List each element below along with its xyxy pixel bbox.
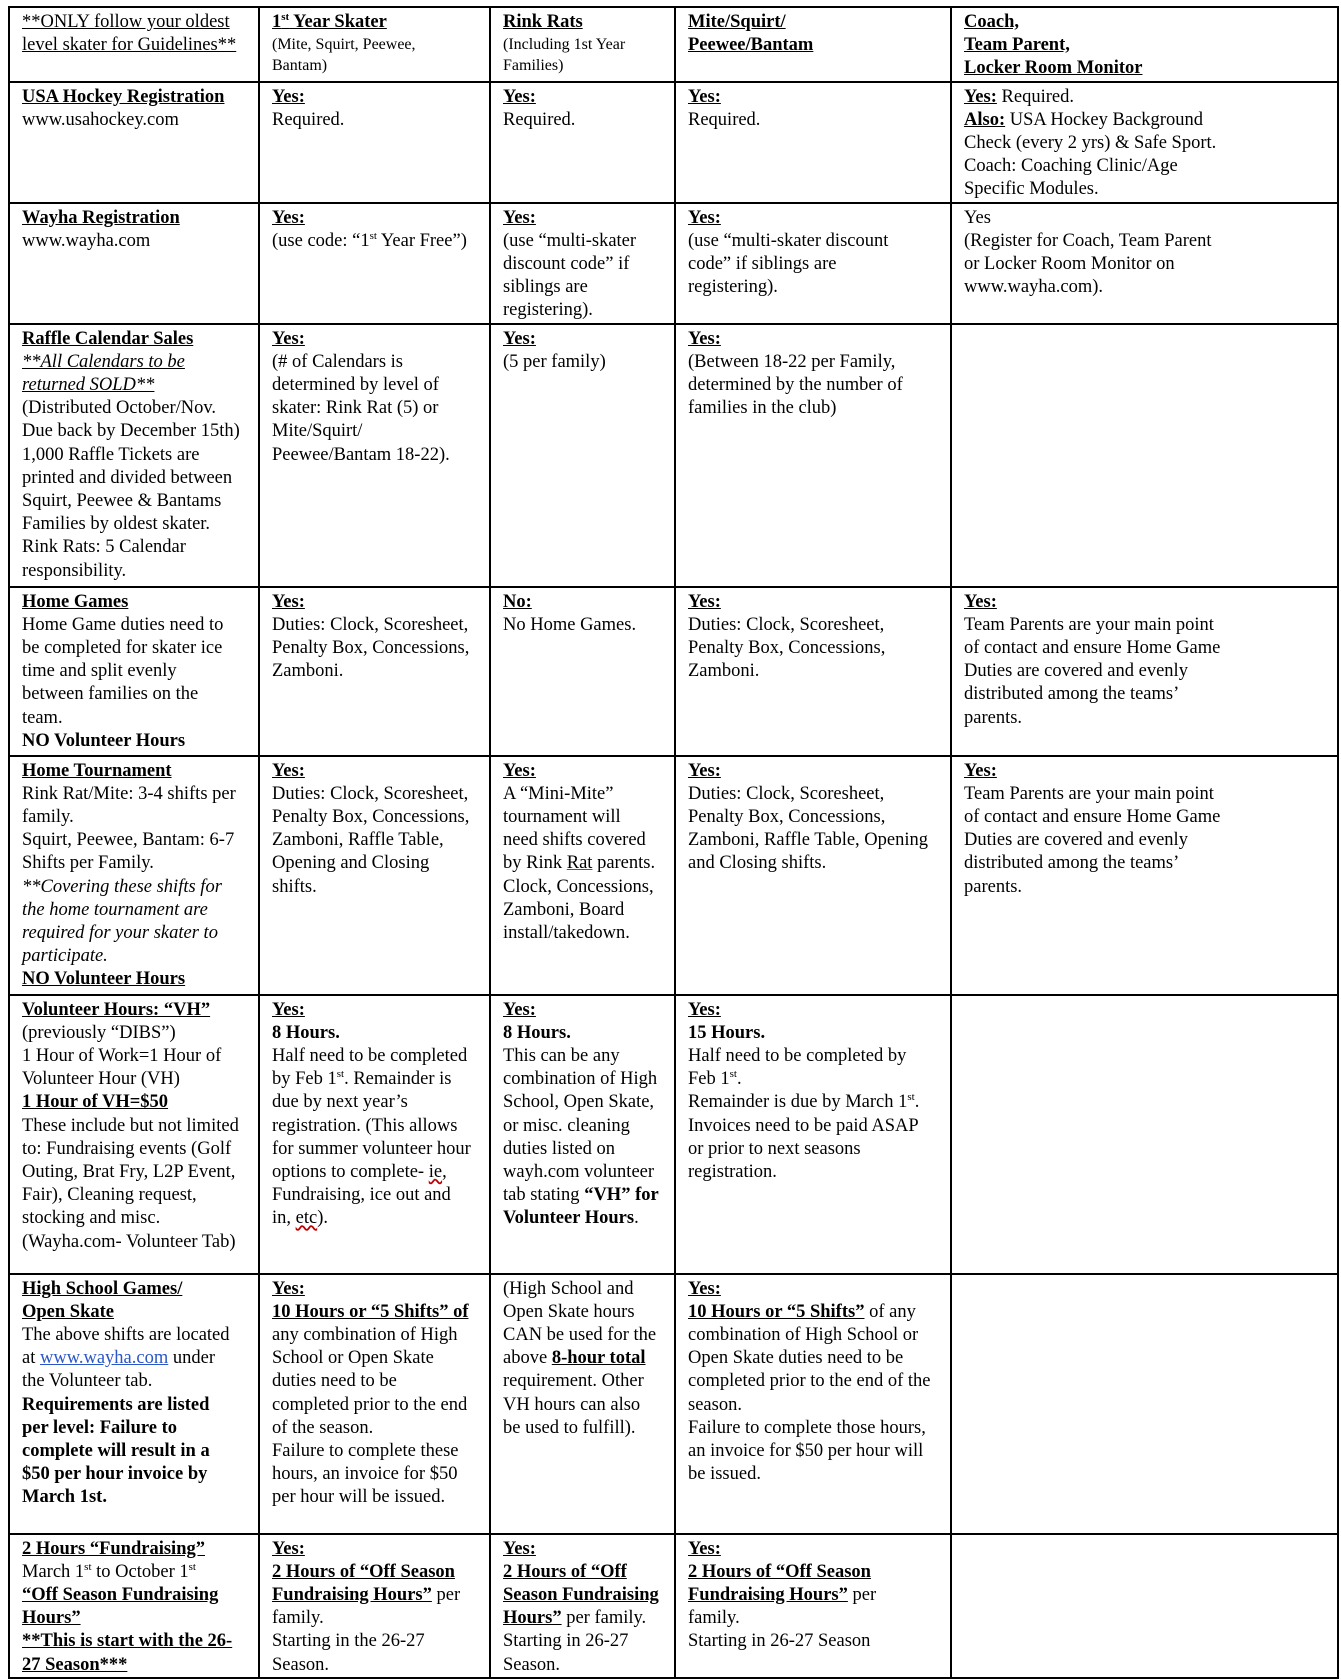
home-tournament-mite: Yes: Duties: Clock, Scoresheet, Penalty Box, Concessions, Zamboni, Raffle Table, Opening and Closing shifts.	[675, 756, 951, 995]
usa-hockey-rink-rats: Yes: Required.	[490, 82, 675, 203]
wayha-first-year: Yes: (use code: “1st Year Free”)	[259, 203, 490, 324]
high-school-first-year: Yes: 10 Hours or “5 Shifts” of any combination of High School or Open Skate duties need to be completed prior to the end of the season. Failure to complete these hours, an invoice for $50 per hour will be issued.	[259, 1274, 490, 1534]
header-coach: Coach, Team Parent, Locker Room Monitor	[951, 7, 1338, 82]
high-school-rink-rats: (High School and Open Skate hours CAN be used for the above 8-hour total requirement. Other VH hours can also be used to fulfill).	[490, 1274, 675, 1534]
row-home-games	[9, 587, 1338, 756]
home-games-rink-rats: No: No Home Games.	[490, 587, 675, 756]
high-school-coach	[951, 1274, 1338, 1534]
fundraising-label: 2 Hours “Fundraising” March 1st to October 1st “Off Season Fundraising Hours” **This is start with the 26- 27 Season***	[9, 1534, 259, 1678]
home-tournament-first-year: Yes: Duties: Clock, Scoresheet, Penalty Box, Concessions, Zamboni, Raffle Table, Opening and Closing shifts.	[259, 756, 490, 995]
wayha-mite: Yes: (use “multi-skater discount code” if siblings are registering).	[675, 203, 951, 324]
row-home-tournament	[9, 756, 1338, 995]
home-tournament-coach: Yes: Team Parents are your main point of contact and ensure Home Game Duties are covered and evenly distributed among the teams’ parents.	[951, 756, 1338, 995]
volunteer-hours-mite: Yes: 15 Hours. Half need to be completed by Feb 1st. Remainder is due by March 1st. Invoices need to be paid ASAP or prior to next seasons registration.	[675, 995, 951, 1274]
raffle-mite: Yes: (Between 18-22 per Family, determined by the number of families in the club)	[675, 324, 951, 587]
fundraising-rink-rats: Yes: 2 Hours of “Off Season Fundraising Hours” per family. Starting in 26-27 Season.	[490, 1534, 675, 1678]
volunteer-hours-rink-rats: Yes: 8 Hours. This can be any combination of High School, Open Skate, or misc. cleaning duties listed on wayh.com volunteer tab stating “VH” for Volunteer Hours.	[490, 995, 675, 1274]
row-raffle	[9, 324, 1338, 587]
home-tournament-rink-rats: Yes: A “Mini-Mite” tournament will need shifts covered by Rink Rat parents. Clock, Concessions, Zamboni, Board install/takedown.	[490, 756, 675, 995]
row-fundraising	[9, 1534, 1338, 1678]
usa-hockey-coach: Yes: Required. Also: USA Hockey Background Check (every 2 yrs) & Safe Sport. Coach: Coaching Clinic/Age Specific Modules.	[951, 82, 1338, 203]
raffle-label: Raffle Calendar Sales **All Calendars to be returned SOLD** (Distributed October/Nov. Due back by December 15th) 1,000 Raffle Tickets are printed and divided between Squirt, Peewee & Bantams Families by oldest skater. Rink Rats: 5 Calendar responsibility.	[9, 324, 259, 587]
fundraising-first-year: Yes: 2 Hours of “Off Season Fundraising Hours” per family. Starting in the 26-27 Season.	[259, 1534, 490, 1678]
usa-hockey-first-year: Yes: Required.	[259, 82, 490, 203]
row-usa-hockey	[9, 82, 1338, 203]
fundraising-mite: Yes: 2 Hours of “Off Season Fundraising Hours” per family. Starting in 26-27 Season	[675, 1534, 951, 1678]
raffle-rink-rats: Yes: (5 per family)	[490, 324, 675, 587]
home-games-label: Home Games Home Game duties need to be completed for skater ice time and split evenly between families on the team. NO Volunteer Hours	[9, 587, 259, 756]
row-wayha-registration	[9, 203, 1338, 324]
header-guidelines: **ONLY follow your oldest level skater for Guidelines**	[9, 7, 259, 82]
header-rink-rats: Rink Rats (Including 1st Year Families)	[490, 7, 675, 82]
wayha-label: Wayha Registration www.wayha.com	[9, 203, 259, 324]
wayha-link[interactable]: www.wayha.com	[39, 1348, 169, 1369]
fundraising-coach	[951, 1534, 1338, 1678]
volunteer-hours-coach	[951, 995, 1338, 1274]
home-games-mite: Yes: Duties: Clock, Scoresheet, Penalty Box, Concessions, Zamboni.	[675, 587, 951, 756]
header-row	[9, 7, 1338, 82]
raffle-coach	[951, 324, 1338, 587]
usa-hockey-label: USA Hockey Registration www.usahockey.com	[9, 82, 259, 203]
high-school-mite: Yes: 10 Hours or “5 Shifts” of any combination of High School or Open Skate duties need to be completed prior to the end of the season. Failure to complete those hours, an invoice for $50 per hour will be issued.	[675, 1274, 951, 1534]
row-volunteer-hours	[9, 995, 1338, 1274]
home-tournament-label: Home Tournament Rink Rat/Mite: 3-4 shifts per family. Squirt, Peewee, Bantam: 6-7 Shifts per Family. **Covering these shifts for the home tournament are required for your skater to participate. NO Volunteer Hours	[9, 756, 259, 995]
volunteer-hours-label: Volunteer Hours: “VH” (previously “DIBS”) 1 Hour of Work=1 Hour of Volunteer Hour (VH) 1 Hour of VH=$50 These include but not limited to: Fundraising events (Golf Outing, Brat Fry, L2P Event, Fair), Cleaning request, stocking and misc. (Wayha.com- Volunteer Tab)	[9, 995, 259, 1274]
usa-hockey-mite: Yes: Required.	[675, 82, 951, 203]
wayha-coach: Yes (Register for Coach, Team Parent or Locker Room Monitor on www.wayha.com).	[951, 203, 1338, 324]
high-school-label: High School Games/ Open Skate The above shifts are located at www.wayha.com under the Volunteer tab. Requirements are listed per level: Failure to complete will result in a $50 per hour invoice by March 1st.	[9, 1274, 259, 1534]
header-first-year: 1st Year Skater (Mite, Squirt, Peewee, Bantam)	[259, 7, 490, 82]
home-games-coach: Yes: Team Parents are your main point of contact and ensure Home Game Duties are covered and evenly distributed among the teams’ parents.	[951, 587, 1338, 756]
guidelines-table	[8, 6, 1339, 1679]
volunteer-hours-first-year: Yes: 8 Hours. Half need to be completed by Feb 1st. Remainder is due by next year’s registration. (This allows for summer volunteer hour options to complete- ie, Fundraising, ice out and in, etc).	[259, 995, 490, 1274]
header-mite-squirt: Mite/Squirt/ Peewee/Bantam	[675, 7, 951, 82]
wayha-rink-rats: Yes: (use “multi-skater discount code” if siblings are registering).	[490, 203, 675, 324]
row-high-school	[9, 1274, 1338, 1534]
home-games-first-year: Yes: Duties: Clock, Scoresheet, Penalty Box, Concessions, Zamboni.	[259, 587, 490, 756]
raffle-first-year: Yes: (# of Calendars is determined by level of skater: Rink Rat (5) or Mite/Squirt/ Peewee/Bantam 18-22).	[259, 324, 490, 587]
